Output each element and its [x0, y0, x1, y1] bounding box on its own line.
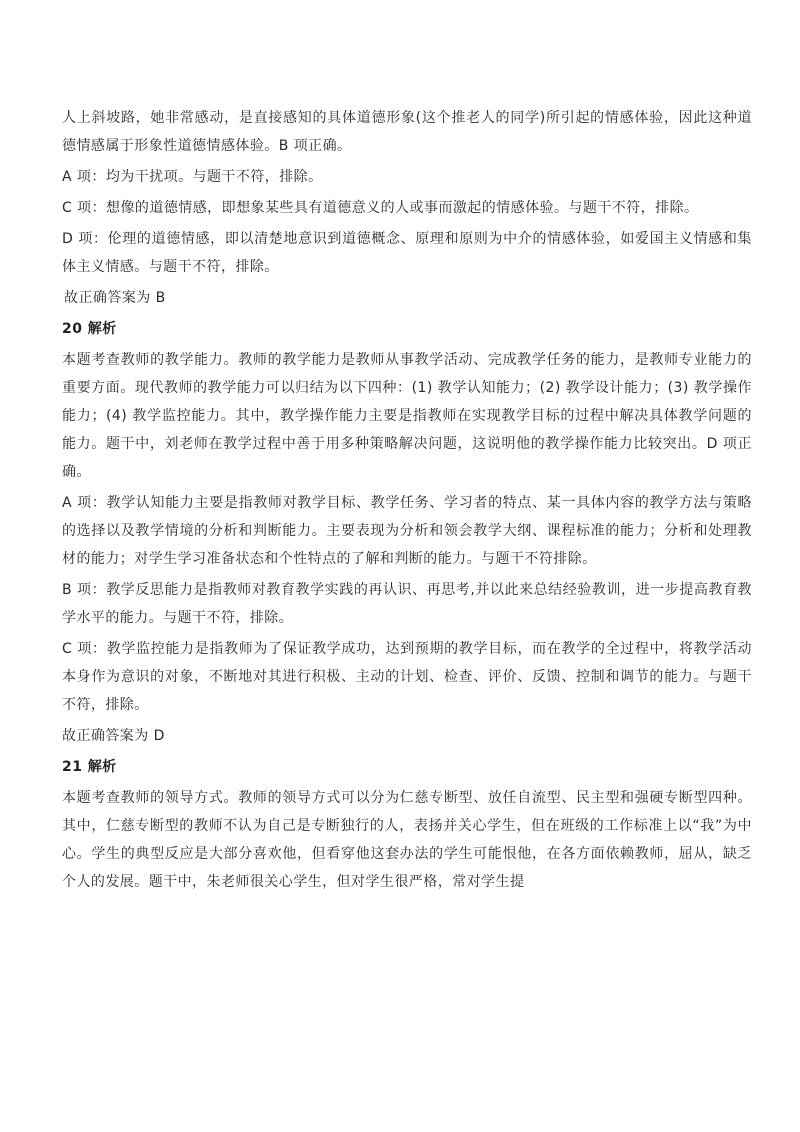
answer-19: 故正确答案为 B [64, 290, 166, 306]
paragraph-19-option-a: A 项：均为干扰项。与题干不符，排除。 [62, 169, 323, 185]
heading-20: 20 解析 [62, 321, 117, 337]
answer-20: 故正确答案为 D [62, 728, 165, 744]
paragraph-19-option-d: D 项：伦理的道德情感，即以清楚地意识到道德概念、原理和原则为中介的情感体验，如爱国主义情感和集体主义情感。与题干不符，排除。 [62, 231, 752, 275]
paragraph-21-explanation: 本题考查教师的领导方式。教师的领导方式可以分为仁慈专断型、放任自流型、民主型和强硬专断型四种。其中，仁慈专断型的教师不认为自己是专断独行的人，表扬并关心学生，但在班级的工作标准上以“我”为中心。学生的典型反应是大部分喜欢他，但看穿他这套办法的学生可能恨他，在各方面依赖教师，屈从，缺乏个人的发展。题干中，朱老师很关心学生，但对学生很严格，常对学生提 [62, 790, 752, 890]
paragraph-20-option-b: B 项：教学反思能力是指教师对教育教学实践的再认识、再思考,并以此来总结经验教训，进一步提高教育教学水平的能力。与题干不符，排除。 [62, 582, 752, 626]
paragraph-20-option-c: C 项：教学监控能力是指教师为了保证教学成功，达到预期的教学目标，而在教学的全过程中，将教学活动本身作为意识的对象，不断地对其进行积极、主动的计划、检查、评价、反馈、控制和调节的能力。与题干不符，排除。 [62, 641, 752, 713]
heading-21: 21 解析 [62, 759, 117, 775]
paragraph-20-explanation: 本题考查教师的教学能力。教师的教学能力是教师从事教学活动、完成教学任务的能力，是教师专业能力的重要方面。现代教师的教学能力可以归结为以下四种：(1) 教学认知能力；(2) 教学设计能力；(3) 教学操作能力；(4) 教学监控能力。其中，教学操作能力主要是指教师在实现教学目标的过程中解决具体教学问题的能力。题干中，刘老师在教学过程中善于用多种策略解决问题，这说明他的教学操作能力比较突出。D 项正确。 [62, 352, 752, 480]
paragraph-20-option-a: A 项：教学认知能力主要是指教师对教学目标、教学任务、学习者的特点、某一具体内容的教学方法与策略的选择以及教学情境的分析和判断能力。主要表现为分析和领会教学大纲、课程标准的能力；分析和处理教材的能力；对学生学习准备状态和个性特点的了解和判断的能力。与题干不符排除。 [62, 495, 752, 567]
paragraph-19-option-c: C 项：想像的道德情感，即想象某些具有道德意义的人或事而激起的情感体验。与题干不符，排除。 [62, 200, 699, 216]
paragraph-19-conclusion: 人上斜坡路，她非常感动，是直接感知的具体道德形象(这个推老人的同学)所引起的情感体验，因此这种道德情感属于形象性道德情感体验。B 项正确。 [62, 110, 752, 154]
document-body [62, 104, 752, 899]
